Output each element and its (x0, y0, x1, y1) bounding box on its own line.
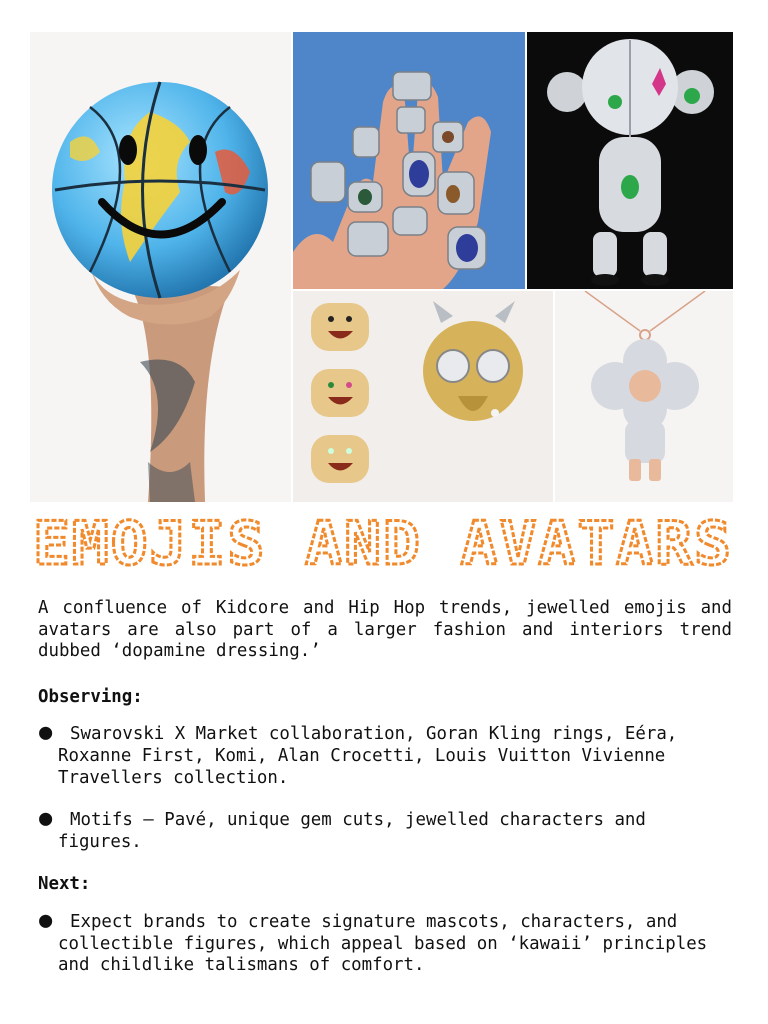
next-heading: Next: (38, 874, 91, 895)
intro-paragraph: A confluence of Kidcore and Hip Hop trends, jewelled emojis and avatars are also part of a larger fashion and interiors trend dubbed ‘dopamine dressing.’ (38, 598, 732, 662)
list-item: ● Expect brands to create signature mascots, characters, and collectible figures, which appeal based on ‘kawaii’ principles and childlike talismans of comfort. (39, 907, 708, 976)
bullet-icon: ● (39, 720, 53, 746)
vivienne-pendant-image (555, 291, 733, 502)
page-title-text: EMOJIS AND AVATARS (33, 512, 733, 578)
page-title (30, 512, 736, 578)
image-collage (30, 32, 733, 502)
list-item: ● Swarovski X Market collaboration, Goran Kling rings, Eéra, Roxanne First, Komi, Alan Crocetti, Louis Vuitton Vivienne Travellers collection. (39, 720, 678, 788)
observing-list (38, 720, 732, 853)
pave-monkey-figure-image (527, 32, 733, 289)
bullet-icon: ● (39, 806, 53, 832)
next-list (38, 907, 732, 977)
smiley-rings-and-emoji-pendant-image (293, 291, 553, 502)
body-text (38, 598, 732, 998)
bullet-icon: ● (39, 907, 53, 933)
crystal-basketball-image (30, 32, 291, 502)
rings-on-fingers-image (293, 32, 525, 289)
list-item: ● Motifs – Pavé, unique gem cuts, jewelled characters and figures. (39, 806, 646, 852)
observing-heading: Observing: (38, 686, 143, 707)
